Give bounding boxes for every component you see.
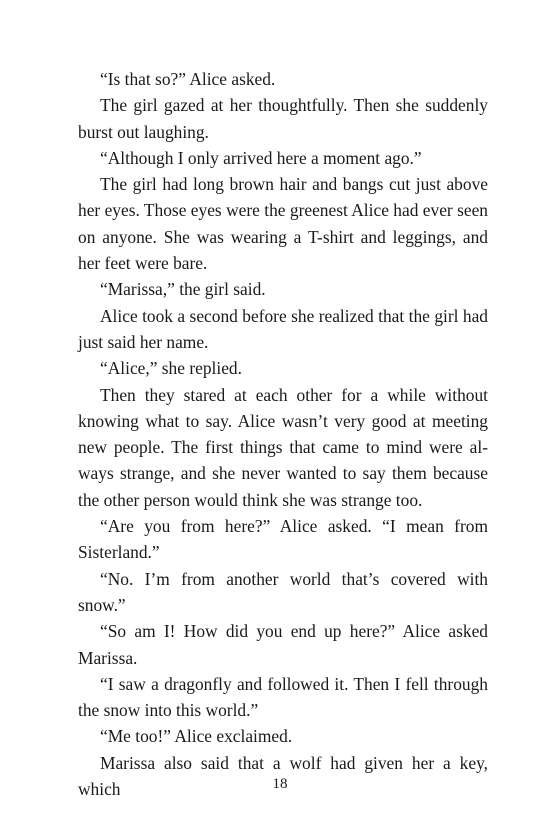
- paragraph: “Alice,” she replied.: [100, 358, 242, 379]
- paragraph: “Are you from here?” Alice asked. “I mean from Sisterland.”: [78, 516, 488, 563]
- paragraph: “Marissa,” the girl said.: [100, 279, 266, 300]
- paragraph: The girl gazed at her thoughtfully. Then she suddenly burst out laughing.: [78, 95, 488, 142]
- paragraph: Then they stared at each other for a while without knowing what to say. Alice wasn’t very good at meeting new people. The first things that came to mind were always strange, and she never wanted to say them because the other person would think she was strange too.: [78, 384, 488, 510]
- page-number: 18: [272, 776, 288, 792]
- paragraph: “Me too!” Alice exclaimed.: [100, 726, 293, 747]
- paragraph: “Although I only arrived here a moment ago.”: [100, 147, 422, 168]
- paragraph: Alice took a second before she realized that the girl had just said her name.: [78, 305, 488, 352]
- paragraph: “Is that so?” Alice asked.: [100, 69, 276, 89]
- paragraph: “No. I’m from another world that’s covered with snow.”: [78, 568, 488, 615]
- paragraph: The girl had long brown hair and bangs cut just above her eyes. Those eyes were the greenest Alice had ever seen on anyone. She was wearing a T-shirt and leggings, and her feet were bare.: [78, 174, 488, 274]
- paragraph: Marissa also said that a wolf had given her a key, which: [78, 752, 488, 800]
- paragraph: “So am I! How did you end up here?” Alice asked Marissa.: [78, 621, 488, 668]
- paragraph: “I saw a dragonfly and followed it. Then I fell through the snow into this world.”: [78, 673, 488, 721]
- page-body: [78, 66, 488, 802]
